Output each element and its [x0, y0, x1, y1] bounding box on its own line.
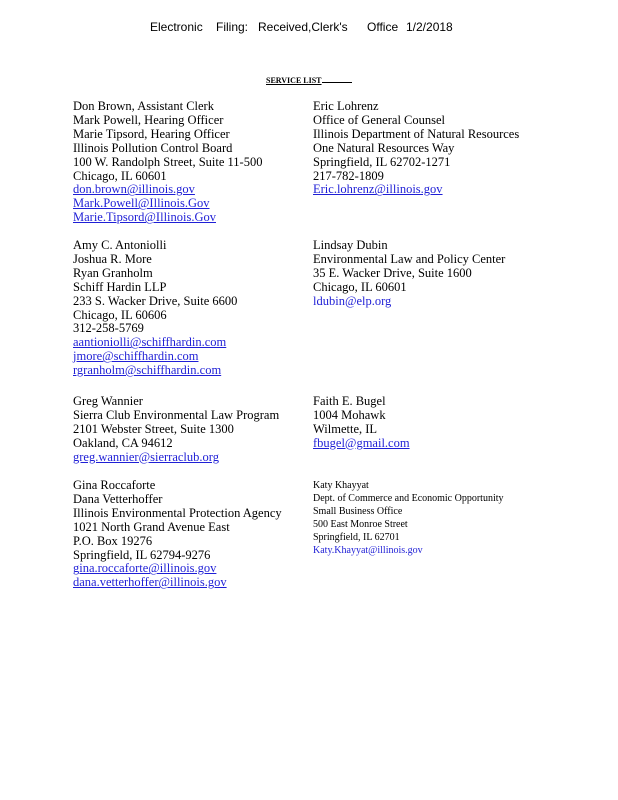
contact-block-schiff-hardin — [73, 239, 237, 378]
email-link[interactable]: dana.vetterhoffer@illinois.gov — [73, 575, 227, 590]
contact-block-ipcb — [73, 100, 262, 225]
contact-line: Faith E. Bugel — [313, 394, 386, 408]
header-date: 1/2/2018 — [406, 20, 453, 34]
contact-line: 1004 Mohawk — [313, 407, 386, 422]
contact-block-idnr — [313, 100, 519, 197]
email-link[interactable]: Eric.lohrenz@illinois.gov — [313, 182, 443, 197]
contact-line: Illinois Pollution Control Board — [73, 140, 233, 155]
email-link[interactable]: Marie.Tipsord@Illinois.Gov — [73, 210, 216, 225]
contact-line: Joshua R. More — [73, 251, 152, 266]
contact-line: Katy Khayyat — [313, 480, 369, 491]
contact-line: 35 E. Wacker Drive, Suite 1600 — [313, 265, 472, 280]
contact-line: Mark Powell, Hearing Officer — [73, 112, 224, 127]
contact-line: 217-782-1809 — [313, 168, 384, 183]
contact-block-bugel — [313, 395, 410, 451]
email-link[interactable]: don.brown@illinois.gov — [73, 182, 195, 197]
contact-line: P.O. Box 19276 — [73, 533, 153, 548]
contact-line: Dana Vetterhoffer — [73, 491, 163, 506]
service-list-title: SERVICE LIST — [266, 76, 352, 85]
email-link[interactable]: fbugel@gmail.com — [313, 435, 410, 450]
contact-block-dceo — [313, 479, 504, 557]
contact-line: 2101 Webster Street, Suite 1300 — [73, 421, 234, 436]
email-link[interactable]: gina.roccaforte@illinois.gov — [73, 561, 217, 576]
contact-line: Springfield, IL 62702-1271 — [313, 154, 451, 169]
contact-line: Illinois Department of Natural Resources — [313, 126, 520, 141]
email-link[interactable]: greg.wannier@sierraclub.org — [73, 449, 219, 464]
email-link[interactable]: ldubin@elp.org — [313, 293, 392, 308]
contact-line: 312-258-5769 — [73, 321, 144, 336]
contact-line: 1021 North Grand Avenue East — [73, 519, 230, 534]
contact-line: Don Brown, Assistant Clerk — [73, 99, 214, 113]
header-received: Received,Clerk's — [258, 20, 348, 34]
contact-line: Lindsay Dubin — [313, 238, 388, 252]
contact-line: 100 W. Randolph Street, Suite 11-500 — [73, 154, 263, 169]
contact-block-elpc — [313, 239, 505, 309]
contact-line: Illinois Environmental Protection Agency — [73, 505, 282, 520]
contact-line: Sierra Club Environmental Law Program — [73, 407, 280, 422]
contact-line: 233 S. Wacker Drive, Suite 6600 — [73, 293, 238, 308]
contact-line: Office of General Counsel — [313, 112, 446, 127]
contact-line: Marie Tipsord, Hearing Officer — [73, 126, 230, 141]
header-office: Office — [367, 20, 399, 34]
email-link[interactable]: Mark.Powell@Illinois.Gov — [73, 196, 210, 211]
contact-line: Greg Wannier — [73, 394, 143, 408]
header-electronic: Electronic — [150, 20, 203, 34]
contact-line: Springfield, IL 62701 — [313, 532, 400, 543]
contact-block-sierra-club — [73, 395, 279, 465]
email-link[interactable]: jmore@schiffhardin.com — [73, 349, 199, 364]
contact-line: Ryan Granholm — [73, 265, 153, 280]
contact-line: Springfield, IL 62794-9276 — [73, 547, 211, 562]
contact-line: Small Business Office — [313, 506, 403, 517]
contact-line: Eric Lohrenz — [313, 99, 379, 113]
contact-line: Environmental Law and Policy Center — [313, 251, 506, 266]
contact-line: One Natural Resources Way — [313, 140, 455, 155]
contact-line: Chicago, IL 60606 — [73, 307, 167, 322]
contact-line: Dept. of Commerce and Economic Opportunity — [313, 493, 504, 504]
contact-line: Amy C. Antoniolli — [73, 238, 167, 252]
email-link[interactable]: Katy.Khayyat@illinois.gov — [313, 545, 423, 556]
email-link[interactable]: rgranholm@schiffhardin.com — [73, 363, 222, 378]
contact-line: Wilmette, IL — [313, 421, 378, 436]
header-filing: Filing: — [216, 20, 249, 34]
email-link[interactable]: aantioniolli@schiffhardin.com — [73, 335, 227, 350]
contact-line: Chicago, IL 60601 — [73, 168, 167, 183]
contact-line: Oakland, CA 94612 — [73, 435, 173, 450]
contact-line: Gina Roccaforte — [73, 478, 156, 492]
contact-line: Chicago, IL 60601 — [313, 279, 407, 294]
contact-line: Schiff Hardin LLP — [73, 279, 167, 294]
contact-block-iepa — [73, 479, 282, 590]
contact-line: 500 East Monroe Street — [313, 519, 408, 530]
